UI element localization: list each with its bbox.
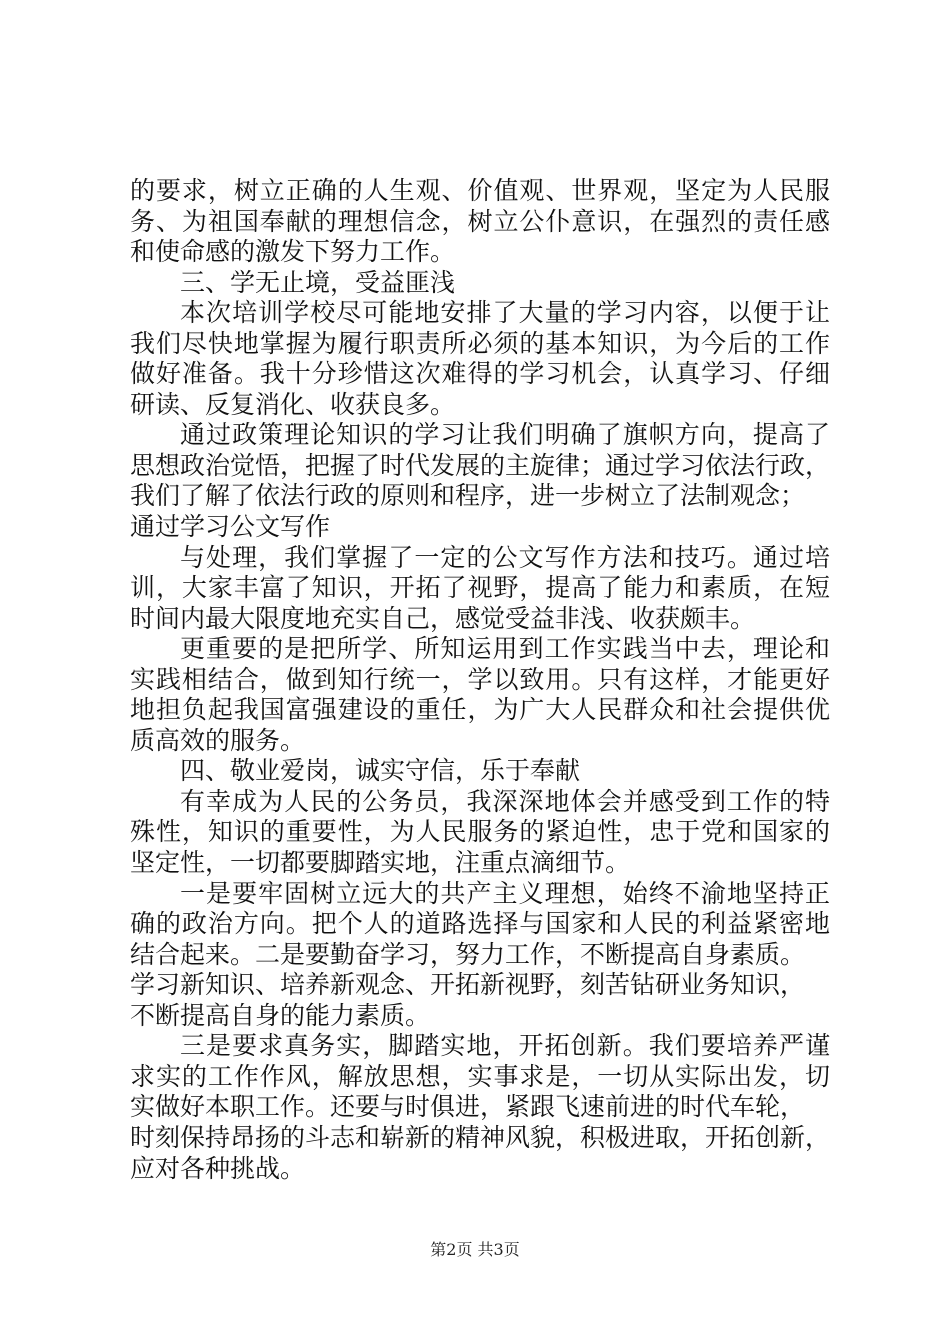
- text-line: 求实的工作作风，解放思想，实事求是，一切从实际出发，切: [130, 1061, 830, 1091]
- text-line: 实践相结合，做到知行统一，学以致用。只有这样，才能更好: [130, 664, 830, 694]
- text-line: 通过政策理论知识的学习让我们明确了旗帜方向，提高了: [180, 420, 830, 450]
- text-line: 我们尽快地掌握为履行职责所必须的基本知识，为今后的工作: [130, 328, 830, 358]
- text-line: 确的政治方向。把个人的道路选择与国家和人民的利益紧密地: [130, 909, 830, 939]
- text-line: 通过学习公文写作: [130, 512, 331, 542]
- text-line: 思想政治觉悟，把握了时代发展的主旋律；通过学习依法行政，: [130, 450, 831, 480]
- text-line: 做好准备。我十分珍惜这次难得的学习机会，认真学习、仔细: [130, 359, 830, 389]
- text-line: 结合起来。二是要勤奋学习，努力工作，不断提高自身素质。: [130, 939, 806, 969]
- text-line: 训，大家丰富了知识，开拓了视野，提高了能力和素质，在短: [130, 573, 830, 603]
- document-body: [130, 176, 830, 1184]
- text-line: 时刻保持昂扬的斗志和崭新的精神风貌，积极进取，开拓创新，: [130, 1122, 831, 1152]
- text-line: 和使命感的激发下努力工作。: [130, 237, 456, 267]
- section-heading: 三、学无止境，受益匪浅: [180, 267, 456, 297]
- text-line: 有幸成为人民的公务员，我深深地体会并感受到工作的特: [180, 786, 830, 816]
- text-line: 质高效的服务。: [130, 725, 306, 755]
- text-line: 应对各种挑战。: [130, 1153, 306, 1183]
- section-heading: 四、敬业爱岗，诚实守信，乐于奉献: [180, 756, 581, 786]
- page-number-footer: 第2页 共3页: [430, 1240, 520, 1259]
- text-line: 研读、反复消化、收获良多。: [130, 389, 456, 419]
- text-line: 不断提高自身的能力素质。: [130, 1000, 431, 1030]
- text-line: 我们了解了依法行政的原则和程序，进一步树立了法制观念；: [130, 481, 806, 511]
- text-line: 坚定性，一切都要脚踏实地，注重点滴细节。: [130, 848, 631, 878]
- text-line: 本次培训学校尽可能地安排了大量的学习内容，以便于让: [180, 298, 830, 328]
- text-line: 务、为祖国奉献的理想信念，树立公仆意识，在强烈的责任感: [130, 206, 830, 236]
- text-line: 三是要求真务实，脚踏实地，开拓创新。我们要培养严谨: [180, 1031, 830, 1061]
- text-line: 时间内最大限度地充实自己，感觉受益非浅、收获颇丰。: [130, 603, 756, 633]
- text-line: 地担负起我国富强建设的重任，为广大人民群众和社会提供优: [130, 695, 830, 725]
- text-line: 更重要的是把所学、所知运用到工作实践当中去，理论和: [180, 634, 830, 664]
- text-line: 的要求，树立正确的人生观、价值观、世界观，坚定为人民服: [130, 176, 830, 205]
- text-line: 实做好本职工作。还要与时俱进，紧跟飞速前进的时代车轮，: [130, 1092, 806, 1122]
- text-line: 一是要牢固树立远大的共产主义理想，始终不渝地坚持正: [180, 878, 830, 908]
- text-line: 学习新知识、培养新观念、开拓新视野，刻苦钻研业务知识，: [130, 970, 806, 1000]
- text-line: 与处理，我们掌握了一定的公文写作方法和技巧。通过培: [180, 542, 830, 572]
- text-line: 殊性，知识的重要性，为人民服务的紧迫性，忠于党和国家的: [130, 817, 830, 847]
